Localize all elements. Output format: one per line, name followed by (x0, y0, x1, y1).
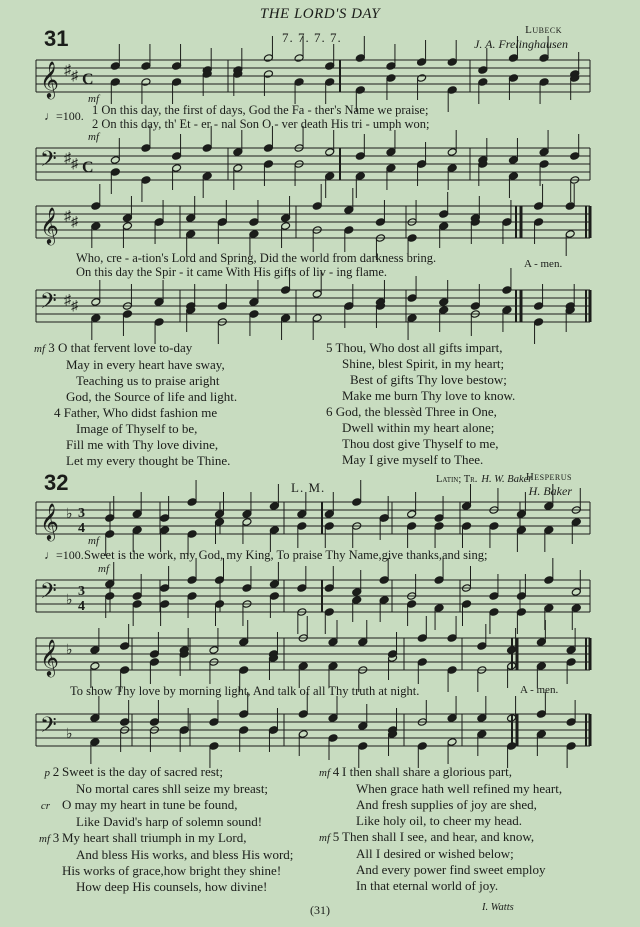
composer: H. Baker (528, 484, 572, 498)
verse-line-row (30, 863, 293, 879)
svg-text:♭: ♭ (66, 507, 73, 522)
verse-line: Sweet is the day of sacred rest; (62, 764, 224, 779)
bass-staff-system-4 (0, 706, 640, 756)
verse-line: Teaching us to praise aright (76, 373, 220, 388)
verse-line: Thou dost give Thyself to me, (342, 436, 499, 451)
verse-line-row (310, 878, 562, 894)
verse-line: Let my every thought be Thine. (66, 453, 231, 468)
meter: L. M. (291, 480, 326, 495)
svg-text:♭: ♭ (66, 727, 73, 742)
verse-line-row (310, 829, 562, 846)
verse-number: 4 (54, 405, 61, 420)
dynamic-marking: mf (88, 93, 99, 105)
dynamic-marking: mf (98, 563, 109, 575)
verse-line: Make me burn Thy love to know. (342, 388, 516, 403)
attribution-prefix: Latin; Tr. (436, 474, 478, 485)
verses-left-32 (30, 764, 293, 895)
dynamic-marking: mf (39, 833, 50, 845)
page-number: (31) (310, 903, 330, 917)
dynamic-marking: mf (319, 832, 330, 844)
attribution: I. Watts (482, 902, 514, 913)
svg-text:𝄞: 𝄞 (40, 61, 59, 97)
verse-line-row (310, 781, 562, 797)
dynamic-marking: mf (88, 131, 99, 143)
verse-line: Then shall I see, and hear, and know, (342, 829, 535, 844)
verse-line: Like David's harp of solemn sound! (76, 814, 263, 829)
verse-line: God, the Source of life and light. (66, 389, 238, 404)
svg-text:𝄞: 𝄞 (40, 639, 59, 675)
verse-number: 6 (326, 404, 333, 419)
bass-staff-system-1 (0, 140, 640, 190)
dynamic-marking: p (44, 767, 50, 779)
svg-text:♭: ♭ (66, 643, 73, 658)
tune-name: Lubeck (525, 24, 562, 36)
dynamic-marking: mf (319, 767, 330, 779)
svg-text:♯: ♯ (71, 157, 78, 172)
verse-line-row (30, 847, 293, 863)
lyric-line: 2 On this day, th' Et - er - nal Son O - ver death His tri - umph won; (92, 117, 430, 131)
verse-number: 3 (48, 340, 55, 355)
verse-line: And every power find sweet employ (356, 862, 546, 877)
lyric-line: Who, cre - a-tion's Lord and Spring, Did the world from darkness bring. (76, 251, 437, 265)
verse-line-row (310, 846, 562, 862)
verse-line: Shine, blest Spirit, in my heart; (342, 356, 505, 371)
svg-text:♯: ♯ (71, 215, 78, 230)
svg-text:♯: ♯ (71, 299, 78, 314)
hymn-number: 31 (44, 26, 69, 51)
svg-text:C: C (82, 71, 94, 88)
svg-text:3: 3 (78, 584, 85, 599)
verse-line-row (30, 814, 293, 830)
composer: J. A. Frelinghausen (474, 37, 568, 51)
verse-line: O may my heart in tune be found, (62, 797, 238, 812)
verse-line: And fresh supplies of joy are shed, (356, 797, 537, 812)
dynamic-marking: mf (34, 343, 45, 355)
tempo-marking: ♩=100. (44, 109, 84, 123)
hymn-number: 32 (44, 470, 69, 495)
verse-line: Best of gifts Thy love bestow; (350, 372, 507, 387)
verse-line: And bless His works, and bless His word; (76, 847, 294, 862)
svg-text:♯: ♯ (64, 63, 71, 78)
tune-name: Hesperus (525, 471, 572, 483)
svg-text:𝄢: 𝄢 (40, 579, 57, 608)
verse-line-row (30, 879, 293, 895)
verse-line: O that fervent love to-day (58, 340, 193, 355)
svg-text:♯: ♯ (64, 151, 71, 166)
svg-text:𝄢: 𝄢 (40, 289, 57, 318)
verse-line-row (30, 764, 293, 781)
dynamic-marking: mf (88, 535, 99, 547)
verse-number: 4 (332, 764, 340, 779)
dynamic-marking: cr (40, 800, 50, 812)
verse-line: Thou, Who dost all gifts impart, (335, 340, 503, 355)
verse-line-row (310, 764, 562, 781)
verse-line: Dwell within my heart alone; (342, 420, 495, 435)
meter: 7. 7. 7. 7. (282, 30, 342, 45)
verse-line: Fill me with Thy love divine, (66, 437, 219, 452)
amen-label: A - men. (524, 258, 563, 270)
verse-line: Image of Thyself to be, (76, 421, 198, 436)
svg-text:𝄞: 𝄞 (40, 503, 59, 539)
amen-label: A - men. (520, 684, 559, 696)
svg-text:4: 4 (78, 599, 85, 614)
svg-text:♯: ♯ (71, 69, 78, 84)
verse-line: How deep His counsels, how divine! (76, 879, 268, 894)
verse-line-row (30, 781, 293, 797)
verses-left-31 (34, 340, 237, 469)
lyric-line: 1 On this day, the first of days, God the Fa - ther's Name we praise; (92, 103, 429, 117)
bass-staff-system-3 (0, 572, 640, 622)
attribution (436, 469, 532, 487)
verse-line: My heart shall triumph in my Lord, (62, 830, 247, 845)
verse-line: No mortal cares shll seize my breast; (76, 781, 269, 796)
page-title: THE LORD'S DAY (259, 6, 381, 22)
verse-line: When grace hath well refined my heart, (356, 781, 563, 796)
svg-text:𝄢: 𝄢 (40, 713, 57, 742)
verse-line: Like holy oil, to cheer my head. (356, 813, 523, 828)
svg-text:3: 3 (78, 506, 85, 521)
lyric-line: To show Thy love by morning light, And talk of all Thy truth at night. (70, 684, 420, 698)
verse-line: God, the blessèd Three in One, (335, 404, 497, 419)
lyric-line: Sweet is the work, my God, my King, To praise Thy Name,give thanks,and sing; (84, 548, 488, 562)
svg-text:4: 4 (78, 521, 85, 536)
treble-staff-system-2 (0, 198, 640, 248)
verse-line-row (310, 813, 562, 829)
svg-text:𝄢: 𝄢 (40, 147, 57, 176)
svg-text:C: C (82, 159, 94, 176)
verse-number: 5 (326, 340, 333, 355)
tempo-marking: ♩=100. (44, 548, 84, 562)
verse-line: May in every heart have sway, (66, 357, 225, 372)
verse-number: 2 (52, 764, 60, 779)
verse-line-row (30, 797, 293, 814)
verse-line-row (30, 830, 293, 847)
verse-line-row (310, 797, 562, 813)
verse-line: All I desired or wished below; (356, 846, 514, 861)
verse-line: I then shall share a glorious part, (342, 764, 513, 779)
svg-text:♯: ♯ (64, 293, 71, 308)
verse-line: In that eternal world of joy. (356, 878, 499, 893)
bass-staff-system-2 (0, 282, 640, 332)
verse-number: 5 (332, 829, 340, 844)
verse-line-row (310, 862, 562, 878)
verses-right-31 (326, 340, 515, 468)
verse-number: 3 (52, 830, 60, 845)
svg-text:𝄞: 𝄞 (40, 207, 59, 243)
attribution-name: H. W. Baker (481, 474, 533, 485)
lyric-line: On this day the Spir - it came With His gifts of liv - ing flame. (76, 265, 388, 279)
svg-text:♯: ♯ (64, 209, 71, 224)
verse-line: May I give myself to Thee. (342, 452, 484, 467)
svg-text:♭: ♭ (66, 593, 73, 608)
verse-line: Father, Who didst fashion me (63, 405, 218, 420)
treble-staff-system-4 (0, 630, 640, 680)
verse-line: His works of grace,how bright they shine! (62, 863, 282, 878)
verses-right-32 (310, 764, 562, 894)
